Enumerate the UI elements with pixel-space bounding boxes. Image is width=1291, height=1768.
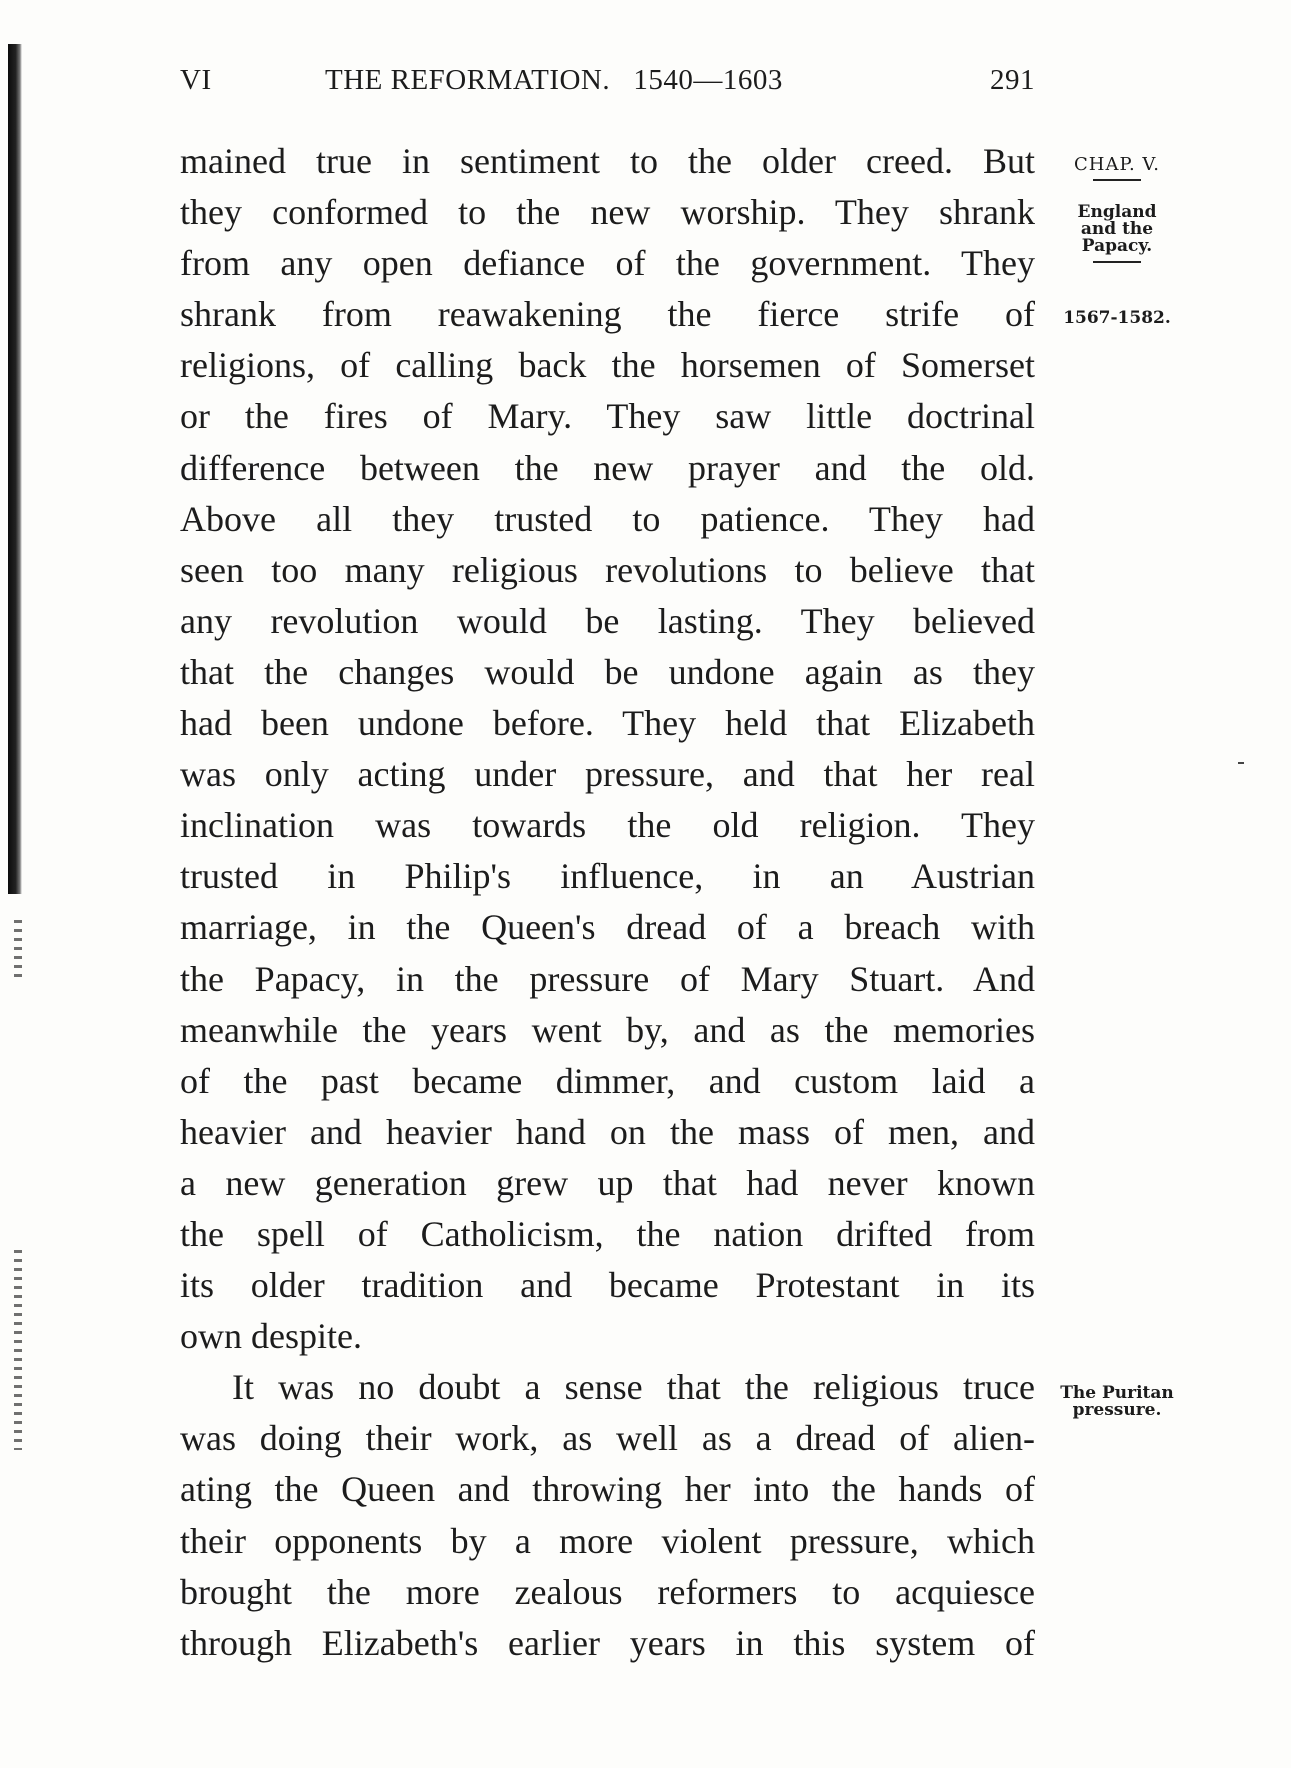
text-line: from any open defiance of the government. They [180, 243, 1035, 284]
margin-note-topic [1052, 204, 1182, 267]
text-line: the Papacy, in the pressure of Mary Stuart. And [180, 958, 1035, 999]
running-head [180, 64, 1035, 104]
divider [1093, 179, 1141, 181]
text-line: shrank from reawakening the fierce strife of [180, 294, 1035, 335]
text-line: their opponents by a more violent pressure, which [180, 1520, 1035, 1561]
text-line: its older tradition and became Protestant in its [180, 1265, 1035, 1306]
book-title: THE REFORMATION. [325, 64, 611, 96]
text-line: had been undone before. They held that Elizabeth [180, 703, 1035, 744]
text-line: the spell of Catholicism, the nation drifted from [180, 1213, 1035, 1254]
text-line: marriage, in the Queen's dread of a breach with [180, 907, 1035, 948]
text-line: It was no doubt a sense that the religious truce [232, 1367, 1035, 1408]
text-line: mained true in sentiment to the older creed. But [180, 141, 1035, 181]
text-line: through Elizabeth's earlier years in this system of [180, 1622, 1035, 1663]
scan-mark [1238, 762, 1244, 764]
text-line: ating the Queen and throwing her into the hands of [180, 1469, 1035, 1510]
text-line: Above all they trusted to patience. They had [180, 498, 1035, 539]
scan-binding-edge [8, 44, 22, 894]
text-line: that the changes would be undone again as they [180, 651, 1035, 692]
chapter-label: CHAP. V. [1074, 154, 1160, 175]
page-number: 291 [990, 64, 1035, 96]
margin-note-puritan [1052, 1385, 1182, 1419]
text-line: they conformed to the new worship. They shrank [180, 192, 1035, 233]
chapter-number: VI [180, 64, 212, 96]
scan-specks [14, 920, 22, 980]
body-text [180, 136, 1035, 1669]
text-line: difference between the new prayer and the old. [180, 447, 1035, 488]
topic-line: England [1077, 202, 1157, 222]
paragraph-1 [180, 136, 1035, 1362]
text-line: a new generation grew up that had never known [180, 1162, 1035, 1203]
text-line: was only acting under pressure, and that her real [180, 754, 1035, 795]
text-line: trusted in Philip's influence, in an Austrian [180, 856, 1035, 897]
scan-specks [14, 1250, 22, 1450]
text-line: inclination was towards the old religion. They [180, 805, 1035, 846]
topic-line: The Puritan [1060, 1383, 1174, 1403]
text-line: of the past became dimmer, and custom laid a [180, 1060, 1035, 1101]
text-line: any revolution would be lasting. They believed [180, 600, 1035, 641]
running-title [325, 64, 783, 97]
text-line: seen too many religious revolutions to believe that [180, 549, 1035, 590]
topic-line: and the [1080, 219, 1154, 239]
text-line: brought the more zealous reformers to acquiesce [180, 1571, 1035, 1612]
text-line: or the fires of Mary. They saw little doctrinal [180, 396, 1035, 437]
margin-note-chapter [1052, 156, 1182, 185]
paragraph-2 [180, 1362, 1035, 1669]
topic-line: pressure. [1072, 1400, 1162, 1420]
text-line: own despite. [180, 1316, 362, 1357]
margin-note-dates [1052, 310, 1182, 327]
text-line: was doing their work, as well as a dread of alien- [180, 1418, 1035, 1459]
date-range: 1567-1582. [1063, 308, 1171, 328]
topic-line: Papacy. [1081, 236, 1153, 256]
book-dates: 1540—1603 [633, 64, 783, 96]
divider [1093, 261, 1141, 263]
text-line: meanwhile the years went by, and as the memories [180, 1009, 1035, 1050]
text-line: religions, of calling back the horsemen of Somerset [180, 345, 1035, 386]
text-line: heavier and heavier hand on the mass of men, and [180, 1111, 1035, 1152]
